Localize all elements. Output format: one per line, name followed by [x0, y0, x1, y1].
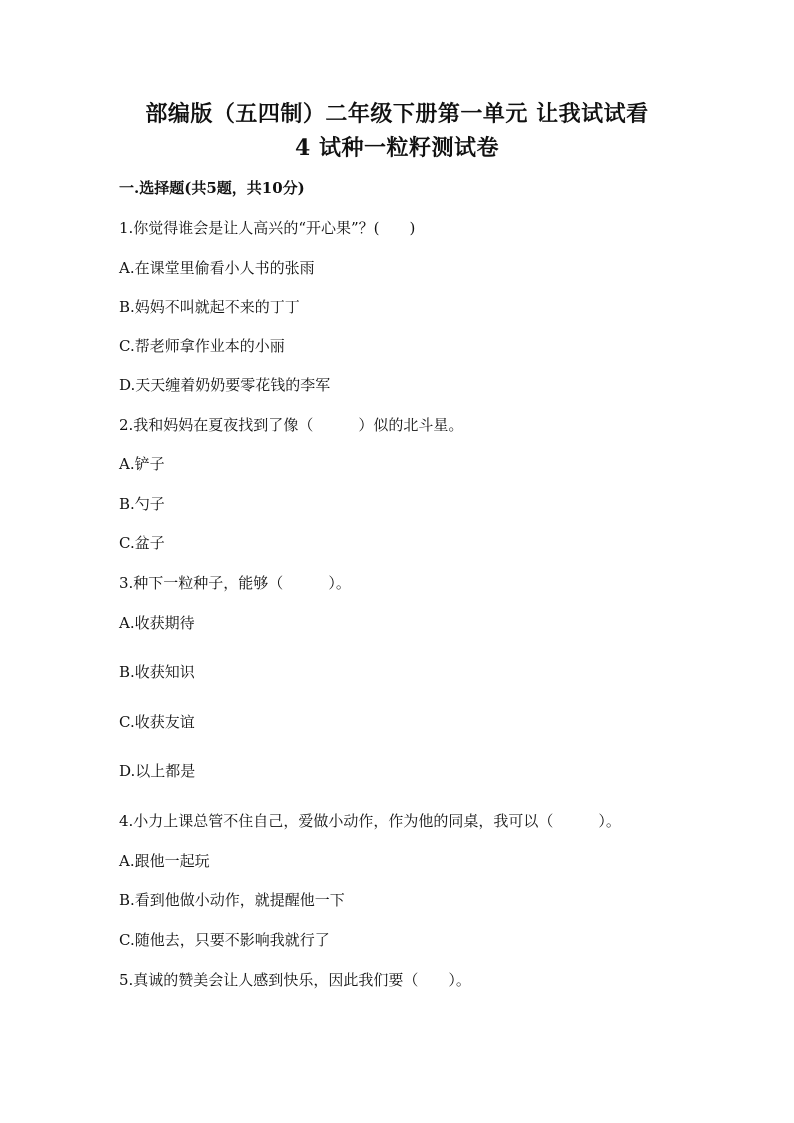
- question-3-option-b: B.收获知识: [119, 663, 195, 681]
- question-4-stem: 4.小力上课总管不住自己，爱做小动作，作为他的同桌，我可以（ ）。: [119, 812, 621, 830]
- document-title-line-1: 部编版（五四制）二年级下册第一单元 让我试试看: [145, 101, 649, 127]
- question-4-option-c: C.随他去，只要不影响我就行了: [119, 931, 330, 949]
- question-1-option-a: A.在课堂里偷看小人书的张雨: [119, 259, 315, 277]
- question-3-stem: 3.种下一粒种子，能够（ ）。: [119, 574, 351, 592]
- question-1-stem: 1.你觉得谁会是让人高兴的“开心果”？( ): [119, 219, 416, 237]
- question-2-option-c: C.盆子: [119, 534, 165, 552]
- question-2-option-a: A.铲子: [119, 455, 165, 473]
- question-2-option-b: B.勺子: [119, 495, 165, 513]
- question-4-option-a: A.跟他一起玩: [119, 852, 210, 870]
- question-3-option-c: C.收获友谊: [119, 713, 195, 731]
- question-1-option-b: B.妈妈不叫就起不来的丁丁: [119, 298, 300, 316]
- question-1-option-c: C.帮老师拿作业本的小丽: [119, 337, 285, 355]
- section-heading: 一.选择题(共5题，共10分): [119, 179, 305, 197]
- question-2-stem: 2.我和妈妈在夏夜找到了像（ ）似的北斗星。: [119, 416, 464, 434]
- question-5-stem: 5.真诚的赞美会让人感到快乐，因此我们要（ ）。: [119, 971, 471, 989]
- document-title-line-2: 4 试种一粒籽测试卷: [295, 135, 499, 161]
- question-3-option-d: D.以上都是: [119, 762, 196, 780]
- question-1-option-d: D.天天缠着奶奶要零花钱的李军: [119, 376, 331, 394]
- question-3-option-a: A.收获期待: [119, 614, 195, 632]
- question-4-option-b: B.看到他做小动作，就提醒他一下: [119, 891, 345, 909]
